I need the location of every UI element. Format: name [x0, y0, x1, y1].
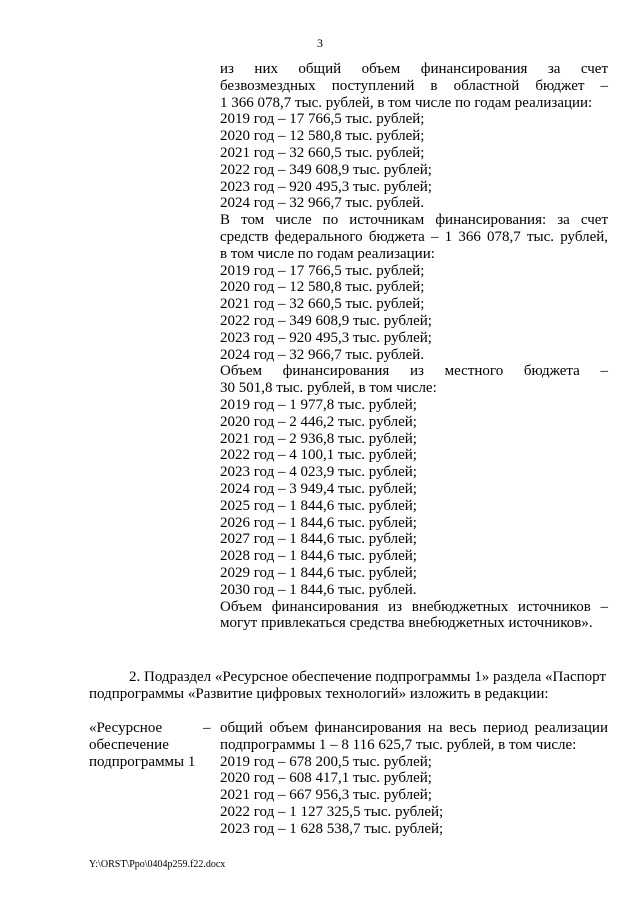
- paragraph-2-line-1: 2. Подраздел «Ресурсное обеспечение подпрограммы 1» раздела «Паспорт: [129, 669, 607, 685]
- text-line: 2019 год – 678 200,5 тыс. рублей;: [220, 753, 432, 770]
- text-line: 2028 год – 1 844,6 тыс. рублей;: [220, 548, 417, 565]
- text-line: 2021 год – 32 660,5 тыс. рублей;: [220, 296, 425, 313]
- text-line: Объем финансирования из внебюджетных источников –: [220, 598, 608, 615]
- text-line: в том числе по годам реализации:: [220, 245, 435, 262]
- page-number: 3: [317, 36, 323, 50]
- text-line: 2023 год – 920 495,3 тыс. рублей;: [220, 178, 432, 195]
- paragraph-2-line-2: подпрограммы «Развитие цифровых технологий» изложить в редакции:: [89, 685, 549, 702]
- text-line: 30 501,8 тыс. рублей, в том числе:: [220, 380, 437, 397]
- text-line: 1 366 078,7 тыс. рублей, в том числе по годам реализации:: [220, 94, 593, 111]
- resource-label-line: «Ресурсное: [89, 720, 163, 736]
- text-line: 2019 год – 17 766,5 тыс. рублей;: [220, 111, 425, 128]
- resource-label-line: обеспечение: [89, 736, 169, 753]
- text-line: В том числе по источникам финансирования: за счет: [220, 212, 608, 229]
- text-line: 2026 год – 1 844,6 тыс. рублей;: [220, 514, 417, 531]
- text-line: 2022 год – 349 608,9 тыс. рублей;: [220, 161, 432, 178]
- text-line: 2021 год – 667 956,3 тыс. рублей;: [220, 787, 432, 804]
- resource-dash: –: [203, 720, 211, 736]
- text-line: 2021 год – 2 936,8 тыс. рублей;: [220, 430, 417, 447]
- text-line: 2020 год – 2 446,2 тыс. рублей;: [220, 413, 417, 430]
- text-line: могут привлекаться средства внебюджетных источников».: [220, 615, 593, 632]
- text-line: из них общий объем финансирования за счет: [220, 61, 608, 77]
- text-line: 2024 год – 3 949,4 тыс. рублей;: [220, 480, 417, 497]
- text-line: подпрограммы 1 – 8 116 625,7 тыс. рублей, в том числе:: [220, 736, 577, 753]
- resource-funding-text: [220, 720, 608, 838]
- text-line: 2023 год – 4 023,9 тыс. рублей;: [220, 464, 417, 481]
- funding-section: [220, 61, 608, 632]
- text-line: 2027 год – 1 844,6 тыс. рублей;: [220, 531, 417, 548]
- text-line: 2022 год – 4 100,1 тыс. рублей;: [220, 447, 417, 464]
- text-line: 2020 год – 12 580,8 тыс. рублей;: [220, 279, 425, 296]
- text-line: 2020 год – 608 417,1 тыс. рублей;: [220, 770, 432, 787]
- text-line: 2022 год – 349 608,9 тыс. рублей;: [220, 312, 432, 329]
- text-line: 2024 год – 32 966,7 тыс. рублей.: [220, 346, 425, 363]
- text-line: средств федерального бюджета – 1 366 078,7 тыс. рублей,: [220, 228, 608, 245]
- text-line: безвозмездных поступлений в областной бюджет –: [220, 77, 608, 94]
- text-line: 2019 год – 17 766,5 тыс. рублей;: [220, 262, 425, 279]
- paragraph-2: [89, 669, 608, 703]
- text-line: 2024 год – 32 966,7 тыс. рублей.: [220, 195, 425, 212]
- resource-label-line: подпрограммы 1: [89, 753, 196, 770]
- text-line: 2019 год – 1 977,8 тыс. рублей;: [220, 396, 417, 413]
- text-line: 2030 год – 1 844,6 тыс. рублей.: [220, 581, 417, 598]
- text-line: 2021 год – 32 660,5 тыс. рублей;: [220, 144, 425, 161]
- text-line: 2029 год – 1 844,6 тыс. рублей;: [220, 564, 417, 581]
- resource-label: [89, 720, 199, 770]
- text-line: Объем финансирования из местного бюджета –: [220, 363, 608, 380]
- file-path-footer: Y:\ORST\Ppo\0404p259.f22.docx: [89, 859, 226, 870]
- text-line: 2023 год – 1 628 538,7 тыс. рублей;: [220, 820, 444, 837]
- text-line: 2020 год – 12 580,8 тыс. рублей;: [220, 128, 425, 145]
- text-line: 2023 год – 920 495,3 тыс. рублей;: [220, 329, 432, 346]
- text-line: 2025 год – 1 844,6 тыс. рублей;: [220, 497, 417, 514]
- text-line: общий объем финансирования на весь период реализации: [220, 720, 608, 736]
- text-line: 2022 год – 1 127 325,5 тыс. рублей;: [220, 803, 444, 820]
